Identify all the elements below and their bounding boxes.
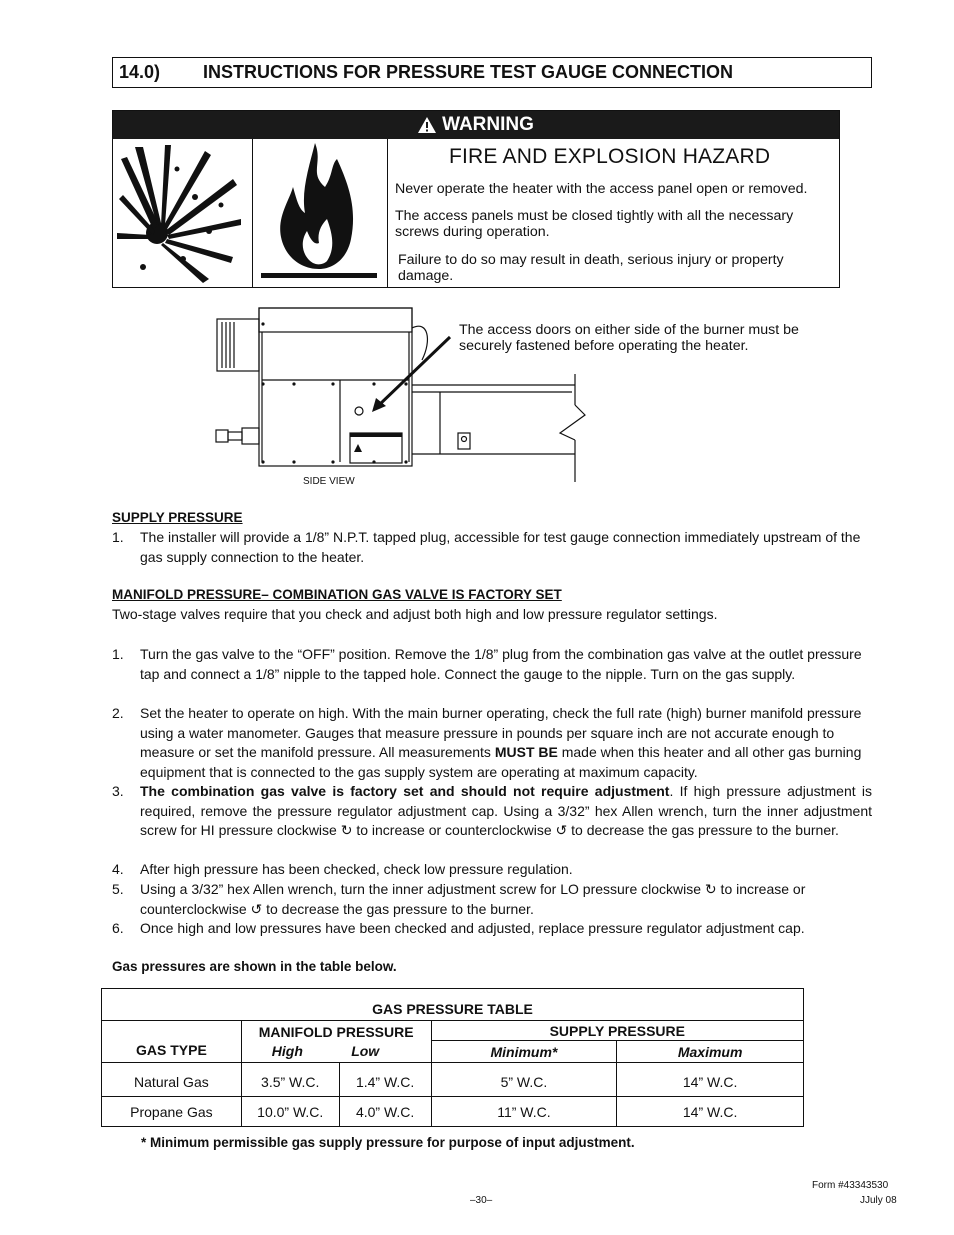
item3-text: . If high pressure adjustment is required, remove the pressure regulator adjustment cap. Using a 3/32” hex Allen wrench, turn the inner adjustment screw for HI pressure clockwise ↻ to increase or counterclockwise ↺ to decrease the gas pressure to the burner. <box>140 783 872 839</box>
list-number: 1. <box>112 646 124 662</box>
table-row <box>102 1097 804 1127</box>
list-text <box>140 782 872 841</box>
cell-type: Natural Gas <box>134 1073 209 1090</box>
list-text: Once high and low pressures have been checked and adjusted, replace pressure regulator adjustment cap. <box>140 920 805 936</box>
warning-line-3: Failure to do so may result in death, serious injury or property damage. <box>398 252 784 284</box>
cell-min: 5” W.C. <box>431 1063 617 1097</box>
warning-triangle-icon <box>418 117 436 133</box>
cell-min: 11” W.C. <box>431 1097 617 1127</box>
item2-text-a: Set the heater to operate on high. With the main burner operating, check the full rate (high) burner manifold pressure using a water manometer. Gauges that measure pressure in pounds per square inch are not accurate enough to measure or set the manifold pressure. All measurements <box>140 705 862 761</box>
list-number: 3. <box>112 783 124 799</box>
section-header <box>112 57 872 88</box>
list-number: 4. <box>112 861 124 877</box>
item3-emphasis: The combination gas valve is factory set and should not require adjustment <box>140 783 670 799</box>
cell-high: 10.0” W.C. <box>241 1097 339 1127</box>
list-text <box>140 704 872 782</box>
form-date: JJuly 08 <box>860 1195 897 1206</box>
list-number: 1. <box>112 529 124 545</box>
warning-box <box>112 110 840 288</box>
manifold-heading: MANIFOLD PRESSURE– COMBINATION GAS VALVE IS FACTORY SET <box>112 587 562 602</box>
cell-low: 4.0” W.C. <box>339 1097 431 1127</box>
figure-caption: SIDE VIEW <box>303 476 355 487</box>
cell-type: Propane Gas <box>130 1103 213 1120</box>
list-text: Using a 3/32” hex Allen wrench, turn the inner adjustment screw for LO pressure clockwise ↻ to increase or counterclockwise ↺ to decrease the gas pressure to the burner. <box>140 881 806 917</box>
explosion-icon <box>113 139 251 287</box>
list-number: 5. <box>112 881 124 897</box>
list-text: Turn the gas valve to the “OFF” position. Remove the 1/8” plug from the combination gas valve at the outlet pressure tap and connect a 1/8” nipple to the tapped hole. Connect the gauge to the nipple. Turn on the gas supply. <box>140 646 862 682</box>
flame-icon <box>253 139 386 287</box>
warning-line-1: Never operate the heater with the access panel open or removed. <box>395 181 808 197</box>
warning-line-2: The access panels must be closed tightly with all the necessary screws during operation. <box>395 208 794 240</box>
form-number: Form #43343530 <box>812 1180 889 1191</box>
section-number: 14.0) <box>119 62 161 82</box>
cell-low: 1.4” W.C. <box>339 1063 431 1097</box>
list-number: 6. <box>112 920 124 936</box>
explosion-pictogram <box>113 139 253 287</box>
section-title: INSTRUCTIONS FOR PRESSURE TEST GAUGE CONNECTION <box>203 62 734 82</box>
list-item <box>112 528 872 568</box>
list-number: 2. <box>112 705 124 721</box>
item2-text-c: made when this heater and all other gas burning equipment that is connected to the gas supply system are operating at maximum capacity. <box>140 744 862 780</box>
item2-emphasis: MUST BE <box>494 744 558 761</box>
cell-max: 14” W.C. <box>617 1063 804 1097</box>
table-intro: Gas pressures are shown in the table below. <box>112 959 397 974</box>
col-manifold: MANIFOLD PRESSURE <box>241 1021 431 1041</box>
cell-max: 14” W.C. <box>617 1097 804 1127</box>
hazard-title: FIRE AND EXPLOSION HAZARD <box>449 145 771 168</box>
warning-banner <box>113 111 839 139</box>
cell-high: 3.5” W.C. <box>241 1063 339 1097</box>
col-maximum: Maximum <box>617 1041 804 1063</box>
figure-callout: The access doors on either side of the burner must be securely fastened before operating the heater. <box>459 322 799 354</box>
warning-banner-text: WARNING <box>442 114 534 135</box>
flame-pictogram <box>253 139 388 287</box>
table-title: GAS PRESSURE TABLE <box>372 1000 533 1017</box>
gas-pressure-table <box>101 988 804 1127</box>
col-high: High <box>241 1041 339 1063</box>
supply-heading: SUPPLY PRESSURE <box>112 510 243 525</box>
list-text: The installer will provide a 1/8” N.P.T. tapped plug, accessible for test gauge connection immediately upstream of the gas supply connection to the heater. <box>140 529 861 565</box>
page-number: –30– <box>470 1195 493 1206</box>
col-gas-type: GAS TYPE <box>102 1021 242 1063</box>
col-minimum: Minimum* <box>431 1041 617 1063</box>
col-low: Low <box>351 1043 380 1060</box>
manifold-intro: Two-stage valves require that you check and adjust both high and low pressure regulator settings. <box>112 606 718 622</box>
table-footnote: * Minimum permissible gas supply pressure for purpose of input adjustment. <box>141 1135 635 1150</box>
table-row <box>102 1063 804 1097</box>
list-text: After high pressure has been checked, check low pressure regulation. <box>140 861 573 877</box>
col-supply: SUPPLY PRESSURE <box>431 1021 803 1041</box>
